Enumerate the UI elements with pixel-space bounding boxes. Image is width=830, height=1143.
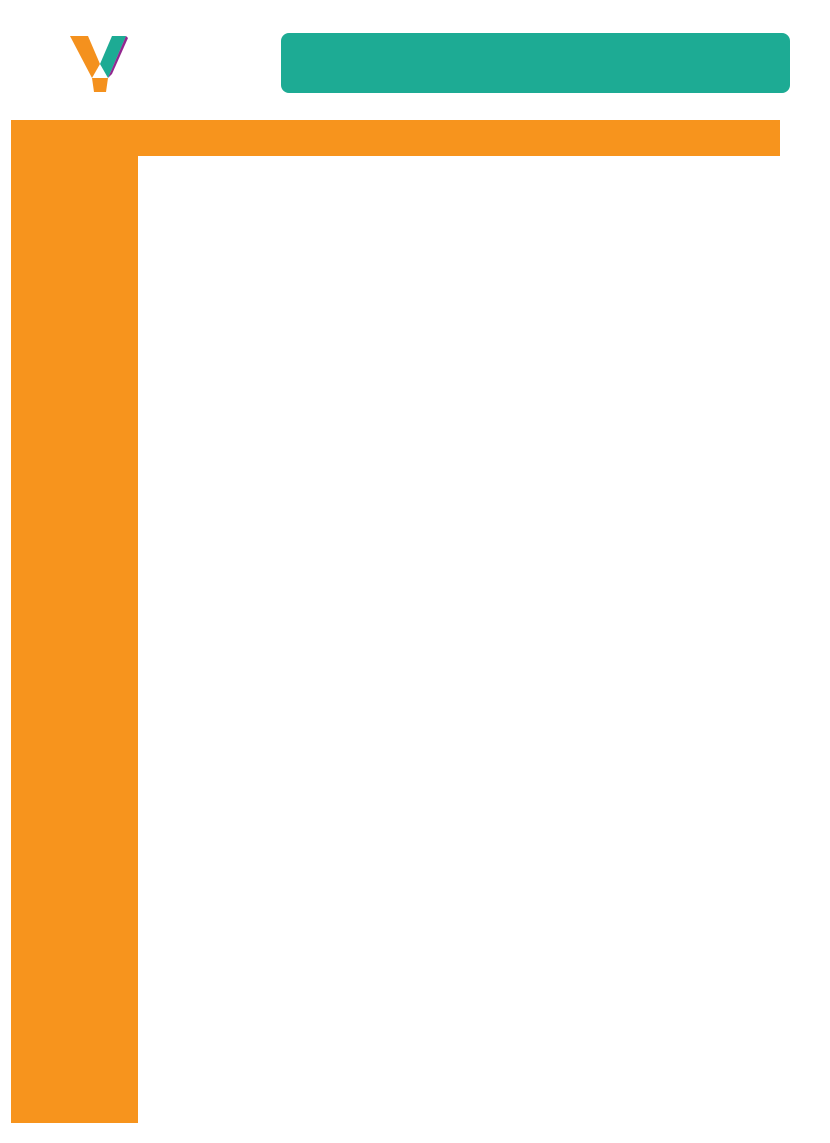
time-column xyxy=(11,120,138,1123)
ymca-logo xyxy=(44,34,234,98)
title-banner xyxy=(281,33,790,93)
ymca-y-icon xyxy=(62,34,132,96)
